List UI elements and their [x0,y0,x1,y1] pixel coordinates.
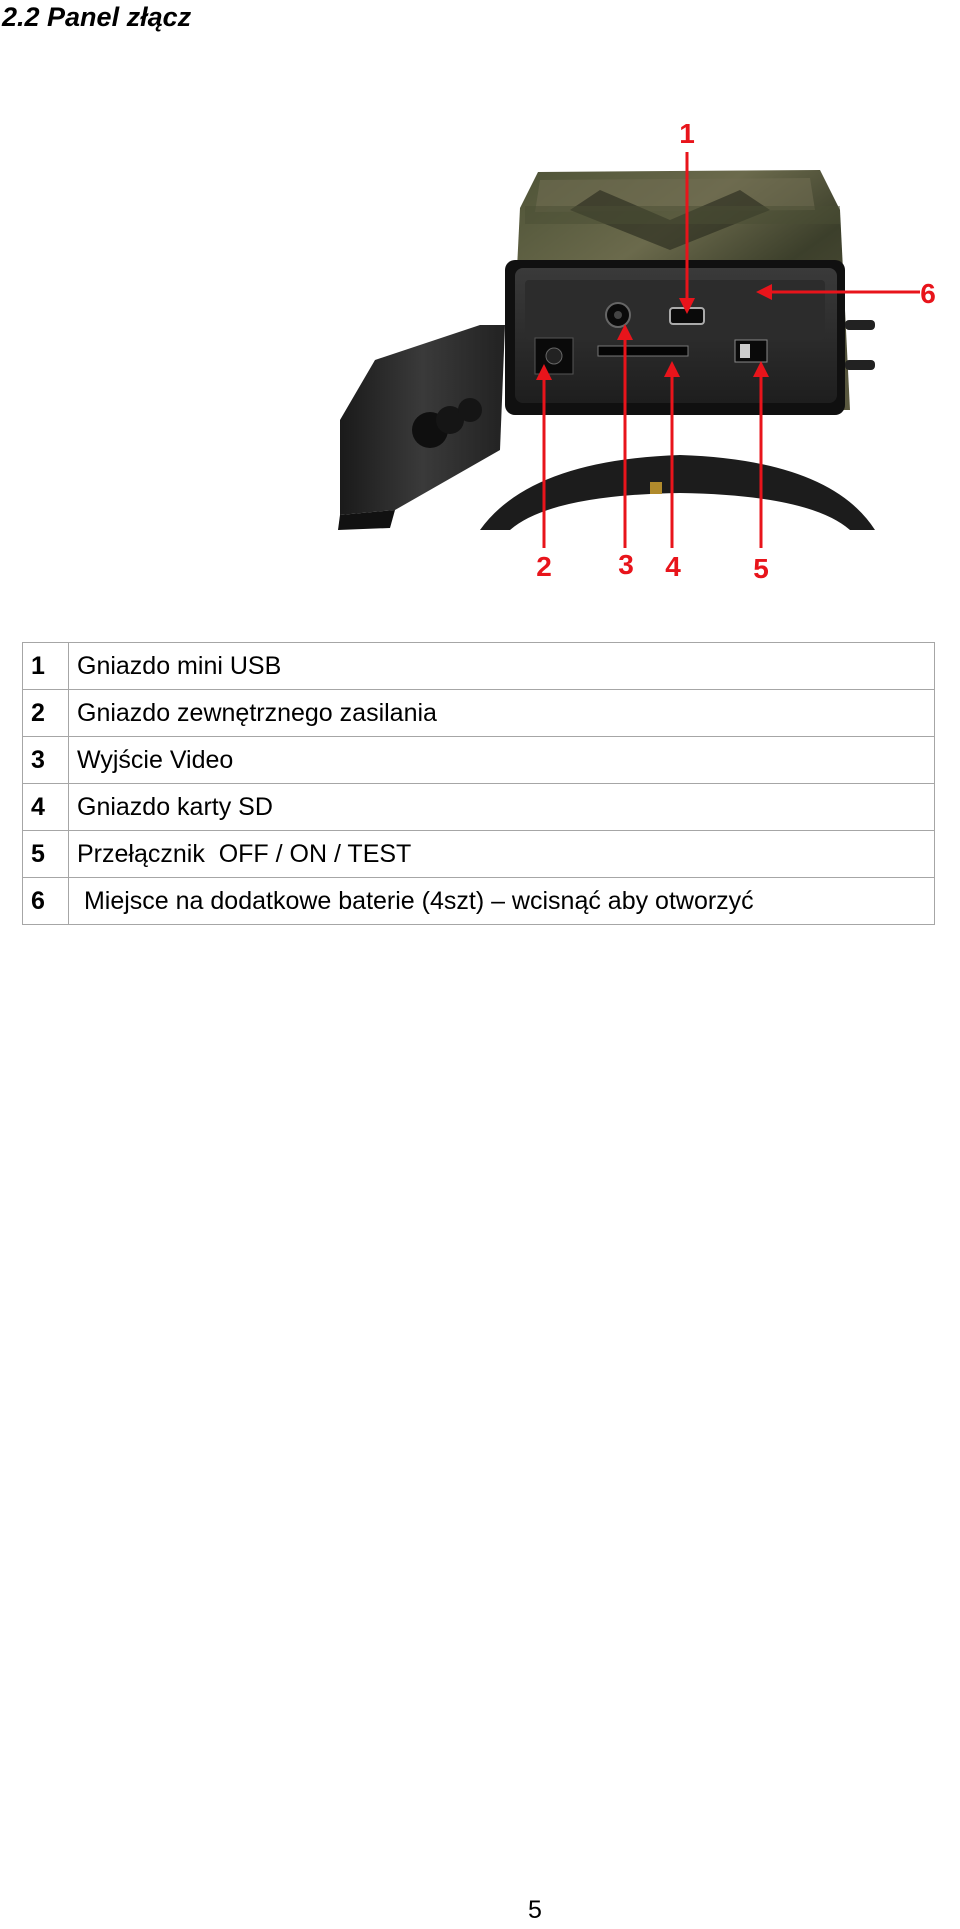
table-row [23,784,935,831]
row-number: 3 [23,737,69,784]
callout-1-label: 1 [679,118,695,149]
strap-mount [480,455,875,530]
row-description: Gniazdo mini USB [69,643,935,690]
row-description: Gniazdo zewnętrznego zasilania [69,690,935,737]
table-row [23,690,935,737]
row-number: 6 [23,878,69,925]
callout-6-label: 6 [920,278,936,309]
row-number: 4 [23,784,69,831]
row-number: 1 [23,643,69,690]
camera-illustration [330,110,960,600]
row-description: Gniazdo karty SD [69,784,935,831]
table-row [23,737,935,784]
table-row [23,831,935,878]
callout-5-label: 5 [753,553,769,584]
callout-4-label: 4 [665,551,681,582]
table-row [23,643,935,690]
table-row [23,878,935,925]
row-number: 5 [23,831,69,878]
page-number: 5 [528,1896,542,1924]
callout-2-label: 2 [536,551,552,582]
section-title: 2.2 Panel złącz [2,2,192,32]
connector-legend-table [22,642,935,925]
row-description: Wyjście Video [69,737,935,784]
connector-panel [505,260,875,415]
row-number: 2 [23,690,69,737]
camera-connector-panel-figure [330,110,960,600]
row-description: Przełącznik OFF / ON / TEST [69,831,935,878]
callout-3-label: 3 [618,549,634,580]
row-description: Miejsce na dodatkowe baterie (4szt) – wcisnąć aby otworzyć [69,878,935,925]
battery-door-open [338,325,505,530]
